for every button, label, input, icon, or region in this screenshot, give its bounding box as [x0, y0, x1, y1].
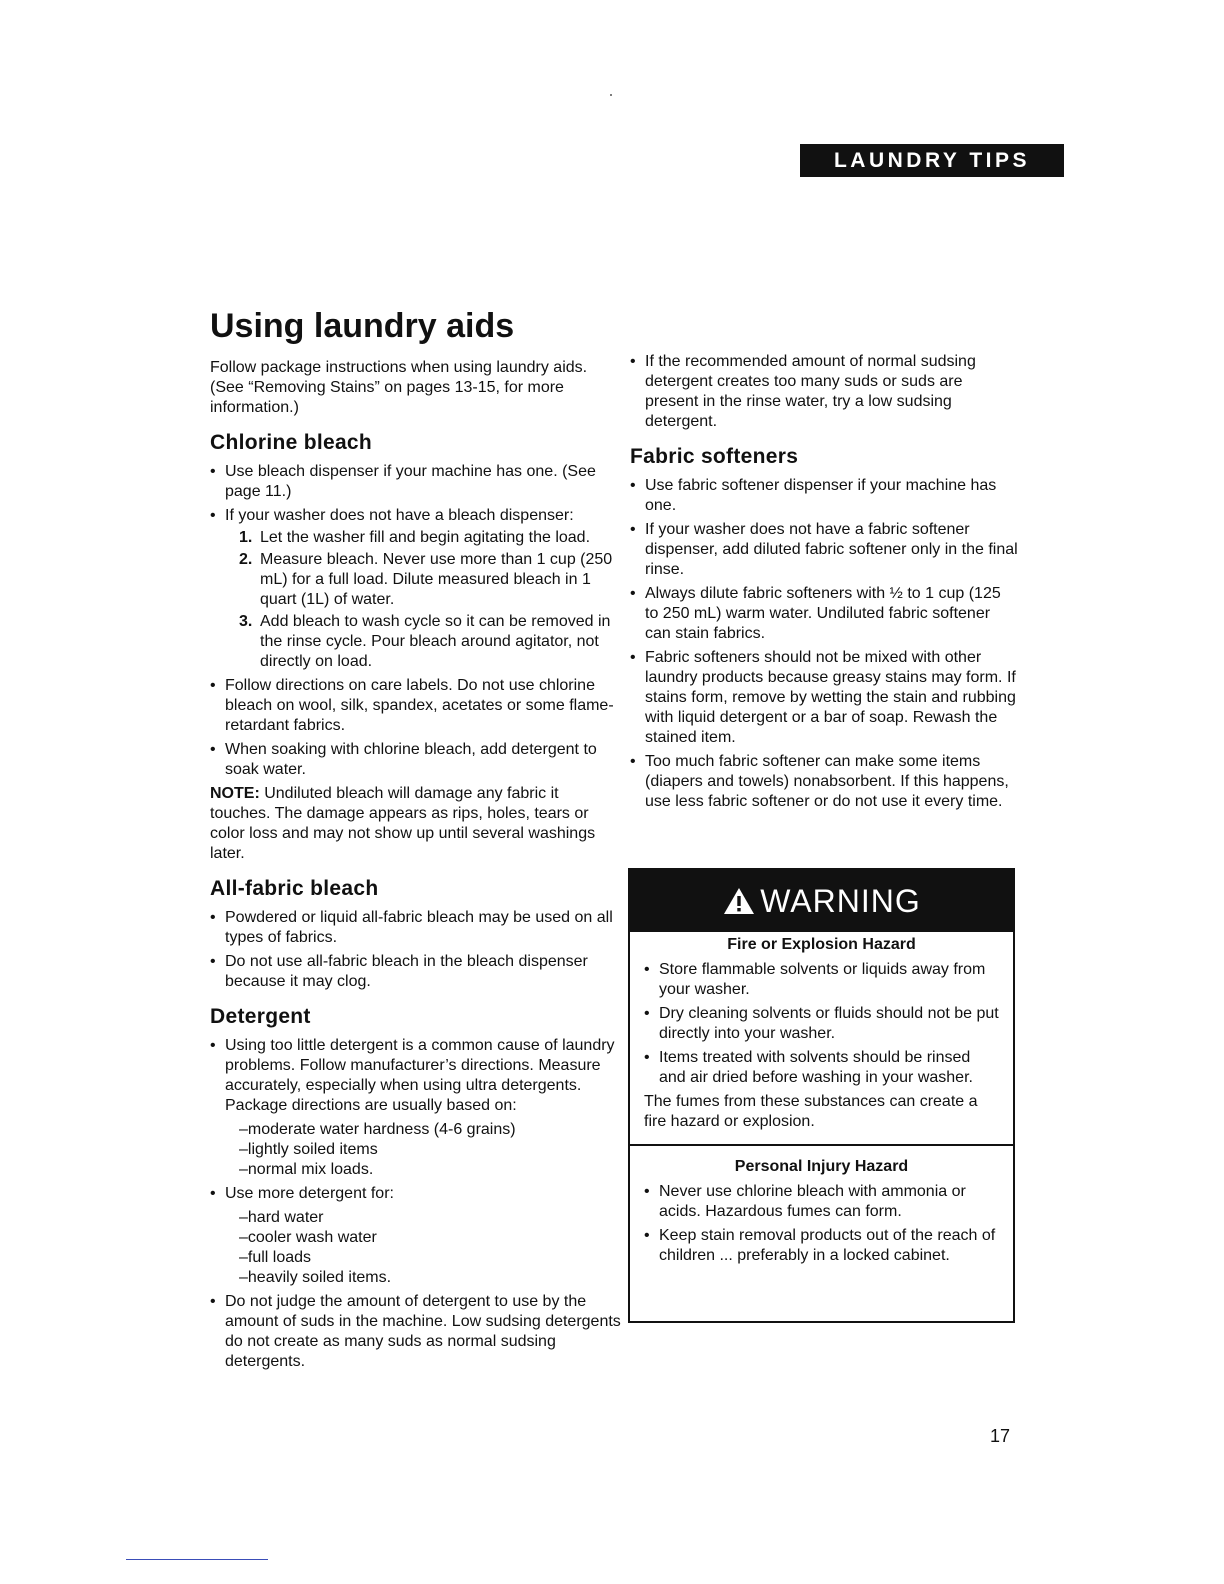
note-paragraph [210, 784, 622, 864]
warning-box [628, 868, 1015, 1323]
list-item: • Store flammable solvents or liquids away from your washer. [644, 960, 999, 1000]
list-item-text: Using too little detergent is a common cause of laundry problems. Follow manufacturer’s directions. Measure accurately, especially when using ultra detergents. Package directions are usually based on: [225, 1037, 615, 1114]
right-column [630, 352, 1018, 816]
dash-list [225, 1208, 622, 1288]
chlorine-bleach-list [210, 462, 622, 780]
step-item [225, 528, 622, 548]
section-tab: LAUNDRY TIPS [800, 144, 1064, 177]
injury-hazard-title: Personal Injury Hazard [734, 1158, 909, 1175]
list-item [210, 506, 622, 672]
fire-hazard-note: The fumes from these substances can create a fire hazard or explosion. [644, 1093, 978, 1130]
list-item-text: Use more detergent for: [225, 1185, 394, 1202]
list-item: • Keep stain removal products out of the reach of children ... preferably in a locked cabinet. [644, 1226, 999, 1266]
dash-item: –normal mix loads. [239, 1161, 374, 1178]
warning-label: WARNING [760, 882, 921, 919]
detergent-list [210, 1036, 622, 1372]
detergent-continued-list [630, 352, 1018, 432]
step-item [225, 550, 622, 610]
step-number: 1. [239, 529, 253, 546]
warning-header [630, 870, 1013, 932]
step-number: 2. [239, 551, 253, 568]
detergent-heading: Detergent [210, 1005, 311, 1028]
list-item: • Do not use all-fabric bleach in the bleach dispenser because it may clog. [210, 952, 622, 992]
list-item-text: If your washer does not have a bleach dispenser: [225, 507, 574, 524]
list-item: • Too much fabric softener can make some items (diapers and towels) nonabsorbent. If this happens, use less fabric softener or do not use it every time. [630, 752, 1018, 812]
fire-hazard-list [644, 960, 999, 1088]
fabric-softeners-heading: Fabric softeners [630, 445, 799, 468]
dash-item: –lightly soiled items [239, 1141, 378, 1158]
fire-hazard-title: Fire or Explosion Hazard [727, 936, 916, 953]
list-item: • If the recommended amount of normal sudsing detergent creates too many suds or suds are present in the rinse water, try a low sudsing detergent. [630, 352, 1018, 432]
fabric-softeners-list [630, 476, 1018, 812]
list-item: • Never use chlorine bleach with ammonia or acids. Hazardous fumes can form. [644, 1182, 999, 1222]
dash-item: –full loads [239, 1249, 312, 1266]
note-text: Undiluted bleach will damage any fabric it touches. The damage appears as rips, holes, tears or color loss and may not show up until several washings later. [210, 785, 596, 862]
chlorine-bleach-heading: Chlorine bleach [210, 431, 373, 454]
all-fabric-bleach-list [210, 908, 622, 992]
page-title: Using laundry aids [210, 307, 515, 345]
list-item: • Dry cleaning solvents or fluids should not be put directly into your washer. [644, 1004, 999, 1044]
list-item: • Fabric softeners should not be mixed with other laundry products because greasy stains may form. If stains form, remove by wetting the stain and rubbing with liquid detergent or a bar of soap. Rewash the stained item. [630, 648, 1018, 748]
list-item: • Use fabric softener dispenser if your machine has one. [630, 476, 1018, 516]
page-number: 17 [990, 1426, 1011, 1446]
list-item: • Powdered or liquid all-fabric bleach may be used on all types of fabrics. [210, 908, 622, 948]
step-text: Measure bleach. Never use more than 1 cup (250 mL) for a full load. Dilute measured bleach in 1 quart (1L) of water. [260, 551, 613, 608]
scan-speck [610, 94, 612, 96]
dash-item: –heavily soiled items. [239, 1269, 392, 1286]
bleach-steps [225, 528, 622, 672]
dash-item: –cooler wash water [239, 1229, 377, 1246]
intro-text: Follow package instructions when using laundry aids. (See “Removing Stains” on pages 13-15, for more information.) [210, 359, 588, 416]
list-item: • Items treated with solvents should be rinsed and air dried before washing in your washer. [644, 1048, 999, 1088]
list-item: • Use bleach dispenser if your machine has one. (See page 11.) [210, 462, 622, 502]
step-text: Let the washer fill and begin agitating the load. [260, 529, 591, 546]
list-item: • Follow directions on care labels. Do not use chlorine bleach on wool, silk, spandex, acetates or some flame-retardant fabrics. [210, 676, 622, 736]
fire-hazard-section [630, 932, 1013, 1132]
step-item [225, 612, 622, 672]
left-column [210, 306, 622, 1376]
dash-list [225, 1120, 622, 1180]
list-item: • If your washer does not have a fabric softener dispenser, add diluted fabric softener only in the final rinse. [630, 520, 1018, 580]
note-label: NOTE: [210, 785, 260, 802]
step-number: 3. [239, 613, 253, 630]
list-item: • Always dilute fabric softeners with ½ to 1 cup (125 to 250 mL) warm water. Undiluted fabric softener can stain fabrics. [630, 584, 1018, 644]
footer-rule [126, 1559, 268, 1560]
list-item [210, 1184, 622, 1288]
injury-hazard-list [644, 1182, 999, 1266]
list-item: • Do not judge the amount of detergent to use by the amount of suds in the machine. Low sudsing detergents do not create as many suds as normal sudsing detergents. [210, 1292, 622, 1372]
dash-item: –hard water [239, 1209, 324, 1226]
all-fabric-bleach-heading: All-fabric bleach [210, 877, 379, 900]
step-text: Add bleach to wash cycle so it can be removed in the rinse cycle. Pour bleach around agitator, not directly on load. [260, 613, 611, 670]
list-item [210, 1036, 622, 1180]
warning-triangle-icon [722, 886, 756, 916]
injury-hazard-section [630, 1144, 1013, 1266]
dash-item: –moderate water hardness (4-6 grains) [239, 1121, 516, 1138]
list-item: • When soaking with chlorine bleach, add detergent to soak water. [210, 740, 622, 780]
